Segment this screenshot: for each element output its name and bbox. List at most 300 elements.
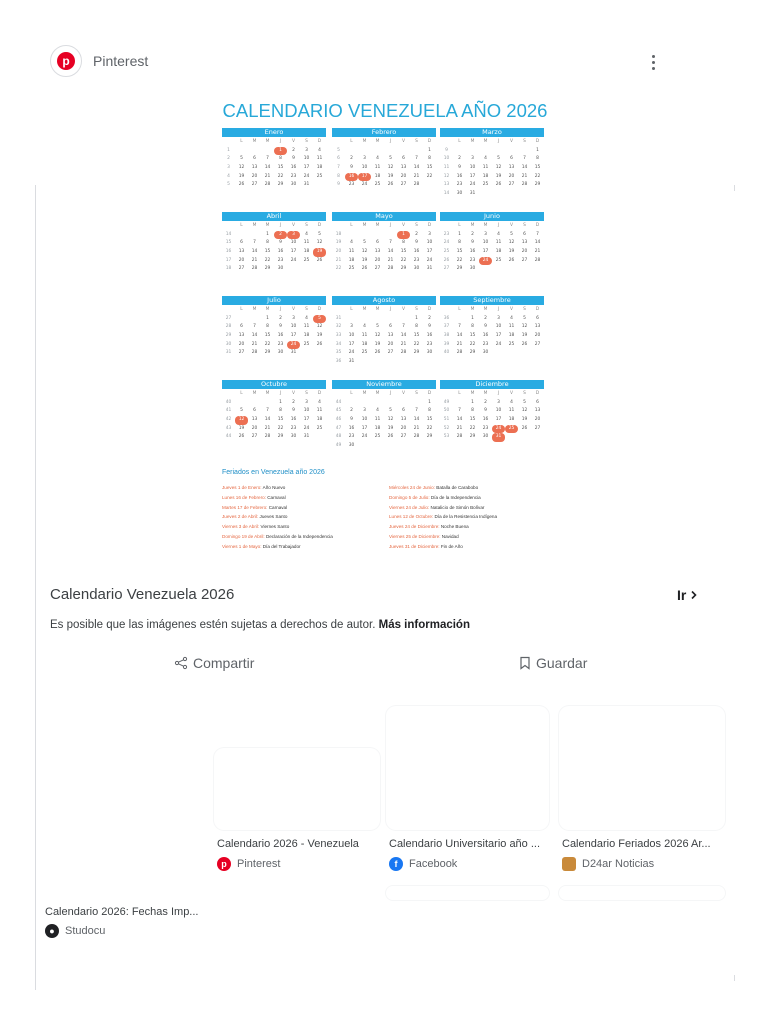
holiday-name: Navidad	[441, 533, 459, 539]
day-cell: 20	[387, 341, 394, 347]
day-cell: 15	[413, 333, 420, 339]
day-cell: 1	[428, 399, 431, 405]
month-grid	[222, 222, 326, 274]
bookmark-icon	[519, 656, 531, 670]
day-name: M	[375, 307, 380, 312]
holiday-item	[389, 532, 497, 542]
day-cell	[505, 349, 518, 358]
day-cell	[345, 147, 358, 156]
day-cell: 22	[534, 173, 541, 179]
day-cell: 11	[482, 165, 489, 171]
week-number: 52	[443, 425, 450, 431]
month-calendar	[440, 212, 544, 284]
day-cell: 27	[508, 182, 515, 188]
holiday-item	[389, 503, 497, 513]
month-name: Septiembre	[440, 296, 544, 305]
day-name: J	[389, 307, 392, 312]
week-number: 3	[227, 165, 230, 171]
day-cell: 7	[523, 156, 526, 162]
week-number: 34	[335, 341, 342, 347]
day-cell: 6	[510, 156, 513, 162]
day-cell: 1	[428, 147, 431, 153]
day-cell	[492, 147, 505, 156]
day-cell: 3	[305, 147, 308, 153]
more-options-icon[interactable]	[644, 50, 662, 74]
day-cell: 29	[264, 350, 271, 356]
day-cell	[313, 181, 326, 190]
result-title[interactable]: Calendario Venezuela 2026	[50, 586, 235, 603]
day-cell: 31	[492, 433, 505, 442]
day-cell: 13	[374, 249, 381, 255]
day-cell: 15	[469, 417, 476, 423]
divider-tick	[734, 975, 735, 981]
source-name: Pinterest	[93, 53, 149, 69]
day-cell: 15	[426, 165, 433, 171]
day-cell	[531, 433, 544, 442]
day-cell: 22	[456, 257, 463, 263]
share-button[interactable]	[174, 655, 254, 671]
month-name: Diciembre	[440, 380, 544, 389]
day-cell: 15	[264, 249, 271, 255]
week-number: 49	[443, 399, 450, 405]
week-number: 18	[225, 266, 232, 272]
day-cell: 18	[361, 341, 368, 347]
related-title[interactable]: Calendario 2026: Fechas Imp...	[45, 906, 199, 918]
day-cell: 8	[428, 156, 431, 162]
day-name	[440, 138, 453, 147]
day-name: S	[415, 223, 418, 228]
pinterest-icon: p	[217, 857, 231, 871]
day-name: V	[291, 307, 295, 312]
day-cell: 18	[508, 417, 515, 423]
day-cell: 17	[303, 165, 310, 171]
day-cell: 18	[482, 173, 489, 179]
day-cell: 12	[387, 417, 394, 423]
day-cell: 7	[402, 324, 405, 330]
source-logo-letter: p	[57, 52, 75, 70]
week-number: 2	[227, 156, 230, 162]
chevron-right-icon	[689, 590, 699, 600]
day-cell: 8	[266, 324, 269, 330]
day-cell: 24	[348, 350, 355, 356]
month-name: Enero	[222, 128, 326, 137]
day-cell: 3	[292, 315, 295, 321]
day-cell: 13	[238, 333, 245, 339]
week-number: 12	[443, 173, 450, 179]
day-name: D	[535, 307, 540, 312]
day-name: M	[265, 307, 270, 312]
day-cell	[397, 442, 410, 451]
day-cell: 23	[456, 182, 463, 188]
related-thumbnail[interactable]	[214, 748, 380, 830]
day-cell: 20	[508, 173, 515, 179]
day-cell: 24	[303, 425, 310, 431]
holiday-date: Lunes 16 de Febrero:	[222, 494, 266, 500]
day-cell	[453, 399, 466, 408]
day-cell: 4	[497, 231, 500, 237]
day-name: L	[350, 139, 353, 144]
holiday-name: Viernes Santo	[260, 524, 290, 530]
more-info-link[interactable]: Más información	[378, 619, 470, 631]
day-cell: 11	[508, 324, 515, 330]
day-cell: 27	[387, 350, 394, 356]
day-cell: 25	[303, 341, 310, 347]
month-calendar	[222, 212, 326, 284]
day-name: S	[415, 391, 418, 396]
day-cell	[518, 190, 531, 199]
week-number: 40	[443, 350, 450, 356]
day-name: S	[415, 307, 418, 312]
day-cell: 14	[264, 165, 271, 171]
week-number: 15	[225, 240, 232, 246]
day-cell: 8	[415, 324, 418, 330]
day-cell: 9	[279, 324, 282, 330]
source-header[interactable]	[50, 45, 148, 77]
related-source[interactable]	[562, 857, 654, 871]
day-cell	[313, 349, 326, 358]
day-cell: 19	[387, 425, 394, 431]
day-cell: 7	[415, 408, 418, 414]
day-cell: 2	[274, 231, 287, 240]
day-cell: 12	[495, 165, 502, 171]
day-name: V	[291, 391, 295, 396]
day-cell: 27	[251, 182, 258, 188]
day-cell: 21	[413, 425, 420, 431]
day-cell: 3	[471, 156, 474, 162]
day-cell	[384, 315, 397, 324]
day-cell	[518, 433, 531, 442]
day-cell: 19	[508, 249, 515, 255]
day-cell: 3	[497, 399, 500, 405]
day-name: J	[279, 223, 282, 228]
day-cell	[345, 231, 358, 240]
holiday-name: Año Nuevo	[262, 485, 286, 490]
day-name: D	[317, 139, 322, 144]
day-name	[440, 390, 453, 399]
day-cell: 11	[495, 240, 502, 246]
day-cell: 24	[495, 341, 502, 347]
day-cell: 10	[303, 408, 310, 414]
day-cell: 4	[305, 315, 308, 321]
day-cell	[397, 315, 410, 324]
day-cell: 9	[292, 408, 295, 414]
related-source[interactable]	[389, 857, 457, 871]
day-cell: 17	[495, 333, 502, 339]
day-cell: 13	[251, 417, 258, 423]
day-cell: 1	[266, 231, 269, 237]
day-name: L	[240, 223, 243, 228]
day-cell: 23	[482, 425, 489, 431]
day-name	[332, 138, 345, 147]
day-cell: 29	[400, 266, 407, 272]
day-cell: 7	[253, 240, 256, 246]
day-cell	[397, 358, 410, 367]
related-thumbnail[interactable]	[559, 886, 725, 900]
day-cell: 31	[303, 182, 310, 188]
day-cell: 21	[387, 257, 394, 263]
day-cell: 2	[428, 315, 431, 321]
holiday-name: Carnaval	[268, 504, 288, 510]
day-cell: 17	[348, 341, 355, 347]
holiday-date: Viernes 25 de Diciembre:	[389, 533, 441, 539]
day-cell: 9	[428, 324, 431, 330]
day-cell	[371, 315, 384, 324]
day-cell: 25	[316, 173, 323, 179]
day-cell: 28	[251, 350, 258, 356]
day-cell: 29	[469, 434, 476, 440]
related-thumbnail[interactable]	[386, 706, 549, 830]
week-number: 49	[335, 443, 342, 449]
day-cell	[505, 147, 518, 156]
day-cell: 30	[426, 350, 433, 356]
day-cell	[371, 231, 384, 240]
holidays-list-right	[389, 483, 497, 552]
day-name: M	[362, 307, 367, 312]
day-cell: 25	[482, 182, 489, 188]
day-cell: 16	[482, 333, 489, 339]
related-title[interactable]: Calendario Feriados 2026 Ar...	[562, 838, 711, 850]
week-number: 7	[337, 165, 340, 171]
day-cell: 5	[523, 315, 526, 321]
day-cell: 7	[458, 324, 461, 330]
day-cell: 6	[402, 156, 405, 162]
week-number: 11	[443, 165, 450, 171]
day-cell: 21	[251, 341, 258, 347]
day-cell	[423, 181, 436, 190]
related-title[interactable]: Calendario Universitario año ...	[389, 838, 541, 850]
day-cell: 17	[469, 173, 476, 179]
day-cell: 23	[290, 173, 297, 179]
month-name: Mayo	[332, 212, 436, 221]
week-number: 38	[443, 333, 450, 339]
day-cell: 22	[426, 173, 433, 179]
day-cell: 31	[426, 266, 433, 272]
day-name: D	[317, 223, 322, 228]
day-cell: 20	[400, 173, 407, 179]
week-number: 6	[337, 156, 340, 162]
day-name: V	[401, 391, 405, 396]
week-number: 19	[335, 240, 342, 246]
day-cell: 20	[400, 425, 407, 431]
day-cell: 9	[458, 165, 461, 171]
day-cell: 14	[413, 165, 420, 171]
copyright-notice	[50, 619, 470, 631]
week-number: 17	[225, 257, 232, 263]
day-cell: 25	[508, 341, 515, 347]
day-cell	[505, 433, 518, 442]
share-icon	[174, 656, 188, 670]
day-cell: 18	[495, 249, 502, 255]
day-cell: 28	[400, 350, 407, 356]
day-name: M	[252, 307, 257, 312]
day-cell: 23	[277, 341, 284, 347]
day-cell: 30	[469, 266, 476, 272]
day-cell	[531, 190, 544, 199]
related-source[interactable]	[217, 857, 280, 871]
visit-button[interactable]	[677, 587, 699, 603]
day-name: V	[401, 223, 405, 228]
day-cell	[531, 265, 544, 274]
day-name: S	[523, 139, 526, 144]
holiday-item	[222, 522, 333, 532]
holiday-name: Natalicio de Simón Bolívar	[430, 504, 485, 510]
week-number: 23	[443, 231, 450, 237]
month-calendar	[440, 380, 544, 452]
day-name: M	[362, 223, 367, 228]
day-cell	[518, 265, 531, 274]
day-cell: 28	[264, 182, 271, 188]
day-cell: 3	[484, 231, 487, 237]
week-number: 36	[335, 359, 342, 365]
day-cell	[248, 231, 261, 240]
day-cell: 19	[313, 248, 326, 257]
month-grid	[222, 138, 326, 190]
day-cell: 5	[510, 231, 513, 237]
day-name: M	[483, 223, 488, 228]
day-cell: 5	[318, 231, 321, 237]
day-cell: 5	[240, 156, 243, 162]
day-name	[440, 306, 453, 315]
day-cell: 9	[292, 156, 295, 162]
month-grid	[332, 306, 436, 367]
day-cell	[384, 358, 397, 367]
day-cell: 22	[277, 425, 284, 431]
month-grid	[332, 390, 436, 451]
day-cell: 21	[456, 341, 463, 347]
day-cell	[466, 147, 479, 156]
day-cell: 20	[534, 333, 541, 339]
day-name: J	[497, 139, 500, 144]
divider-tick	[734, 185, 735, 191]
day-cell: 24	[290, 257, 297, 263]
holiday-item	[222, 503, 333, 513]
day-name: M	[470, 139, 475, 144]
day-name: S	[523, 391, 526, 396]
related-source[interactable]	[45, 924, 105, 938]
day-cell: 12	[387, 165, 394, 171]
day-name: D	[535, 223, 540, 228]
month-name: Octubre	[222, 380, 326, 389]
day-cell: 21	[264, 173, 271, 179]
day-cell: 23	[426, 341, 433, 347]
day-cell: 23	[469, 257, 476, 263]
day-cell: 20	[238, 257, 245, 263]
week-number: 42	[225, 417, 232, 423]
day-cell: 8	[536, 156, 539, 162]
day-cell: 24	[469, 182, 476, 188]
day-cell: 11	[374, 165, 381, 171]
day-cell: 11	[316, 408, 323, 414]
day-cell: 27	[238, 266, 245, 272]
day-cell: 30	[482, 434, 489, 440]
day-cell: 25	[316, 425, 323, 431]
related-thumbnail[interactable]	[386, 886, 549, 900]
day-cell: 12	[316, 240, 323, 246]
month-name: Julio	[222, 296, 326, 305]
day-cell: 31	[469, 191, 476, 197]
day-cell: 16	[277, 249, 284, 255]
calendar-image[interactable]	[214, 92, 556, 562]
holiday-item	[222, 483, 333, 493]
day-cell: 27	[400, 434, 407, 440]
day-cell: 29	[264, 266, 271, 272]
day-name	[332, 222, 345, 231]
day-name: M	[375, 139, 380, 144]
week-number: 27	[443, 266, 450, 272]
day-cell: 26	[238, 182, 245, 188]
week-number: 18	[335, 231, 342, 237]
day-name: L	[350, 391, 353, 396]
day-cell: 16	[426, 333, 433, 339]
day-cell: 1	[274, 147, 287, 156]
day-cell: 13	[400, 417, 407, 423]
day-cell: 5	[313, 315, 326, 324]
holiday-date: Viernes 24 de Julio:	[389, 504, 430, 510]
holiday-date: Jueves 24 de Diciembre:	[389, 524, 440, 530]
day-cell: 8	[279, 156, 282, 162]
day-cell	[518, 147, 531, 156]
day-cell	[300, 265, 313, 274]
day-cell: 10	[361, 165, 368, 171]
day-cell: 20	[534, 417, 541, 423]
day-cell: 23	[482, 341, 489, 347]
day-cell: 26	[387, 182, 394, 188]
holiday-item	[389, 542, 497, 552]
day-cell: 18	[374, 425, 381, 431]
day-cell: 27	[534, 341, 541, 347]
day-cell: 30	[482, 350, 489, 356]
day-cell: 28	[251, 266, 258, 272]
day-name: M	[470, 307, 475, 312]
day-cell: 26	[316, 257, 323, 263]
day-cell	[371, 147, 384, 156]
related-thumbnail[interactable]	[559, 706, 725, 830]
day-name	[222, 306, 235, 315]
holiday-date: Viernes 1 de Mayo:	[222, 543, 262, 549]
save-label: Guardar	[536, 655, 588, 671]
month-calendar	[332, 380, 436, 452]
day-cell	[300, 349, 313, 358]
save-button[interactable]	[519, 655, 587, 671]
day-cell: 25	[361, 350, 368, 356]
day-cell: 25	[495, 257, 502, 263]
day-cell: 30	[290, 434, 297, 440]
day-cell: 4	[484, 156, 487, 162]
day-cell: 21	[413, 173, 420, 179]
day-cell: 21	[456, 425, 463, 431]
day-cell: 28	[413, 434, 420, 440]
day-cell: 2	[292, 399, 295, 405]
holiday-item	[389, 493, 497, 503]
day-cell: 15	[469, 333, 476, 339]
day-cell: 6	[536, 399, 539, 405]
day-cell: 29	[277, 182, 284, 188]
week-number: 16	[225, 249, 232, 255]
day-cell: 5	[363, 240, 366, 246]
day-cell: 28	[264, 434, 271, 440]
month-calendar	[222, 128, 326, 200]
day-cell: 5	[389, 156, 392, 162]
day-cell: 4	[363, 324, 366, 330]
day-name: M	[252, 391, 257, 396]
holiday-date: Viernes 3 de Abril:	[222, 524, 260, 530]
day-cell: 4	[376, 156, 379, 162]
day-cell: 12	[508, 240, 515, 246]
related-title[interactable]: Calendario 2026 - Venezuela	[217, 838, 359, 850]
day-cell: 29	[426, 434, 433, 440]
day-name: D	[535, 139, 540, 144]
day-cell: 26	[495, 182, 502, 188]
